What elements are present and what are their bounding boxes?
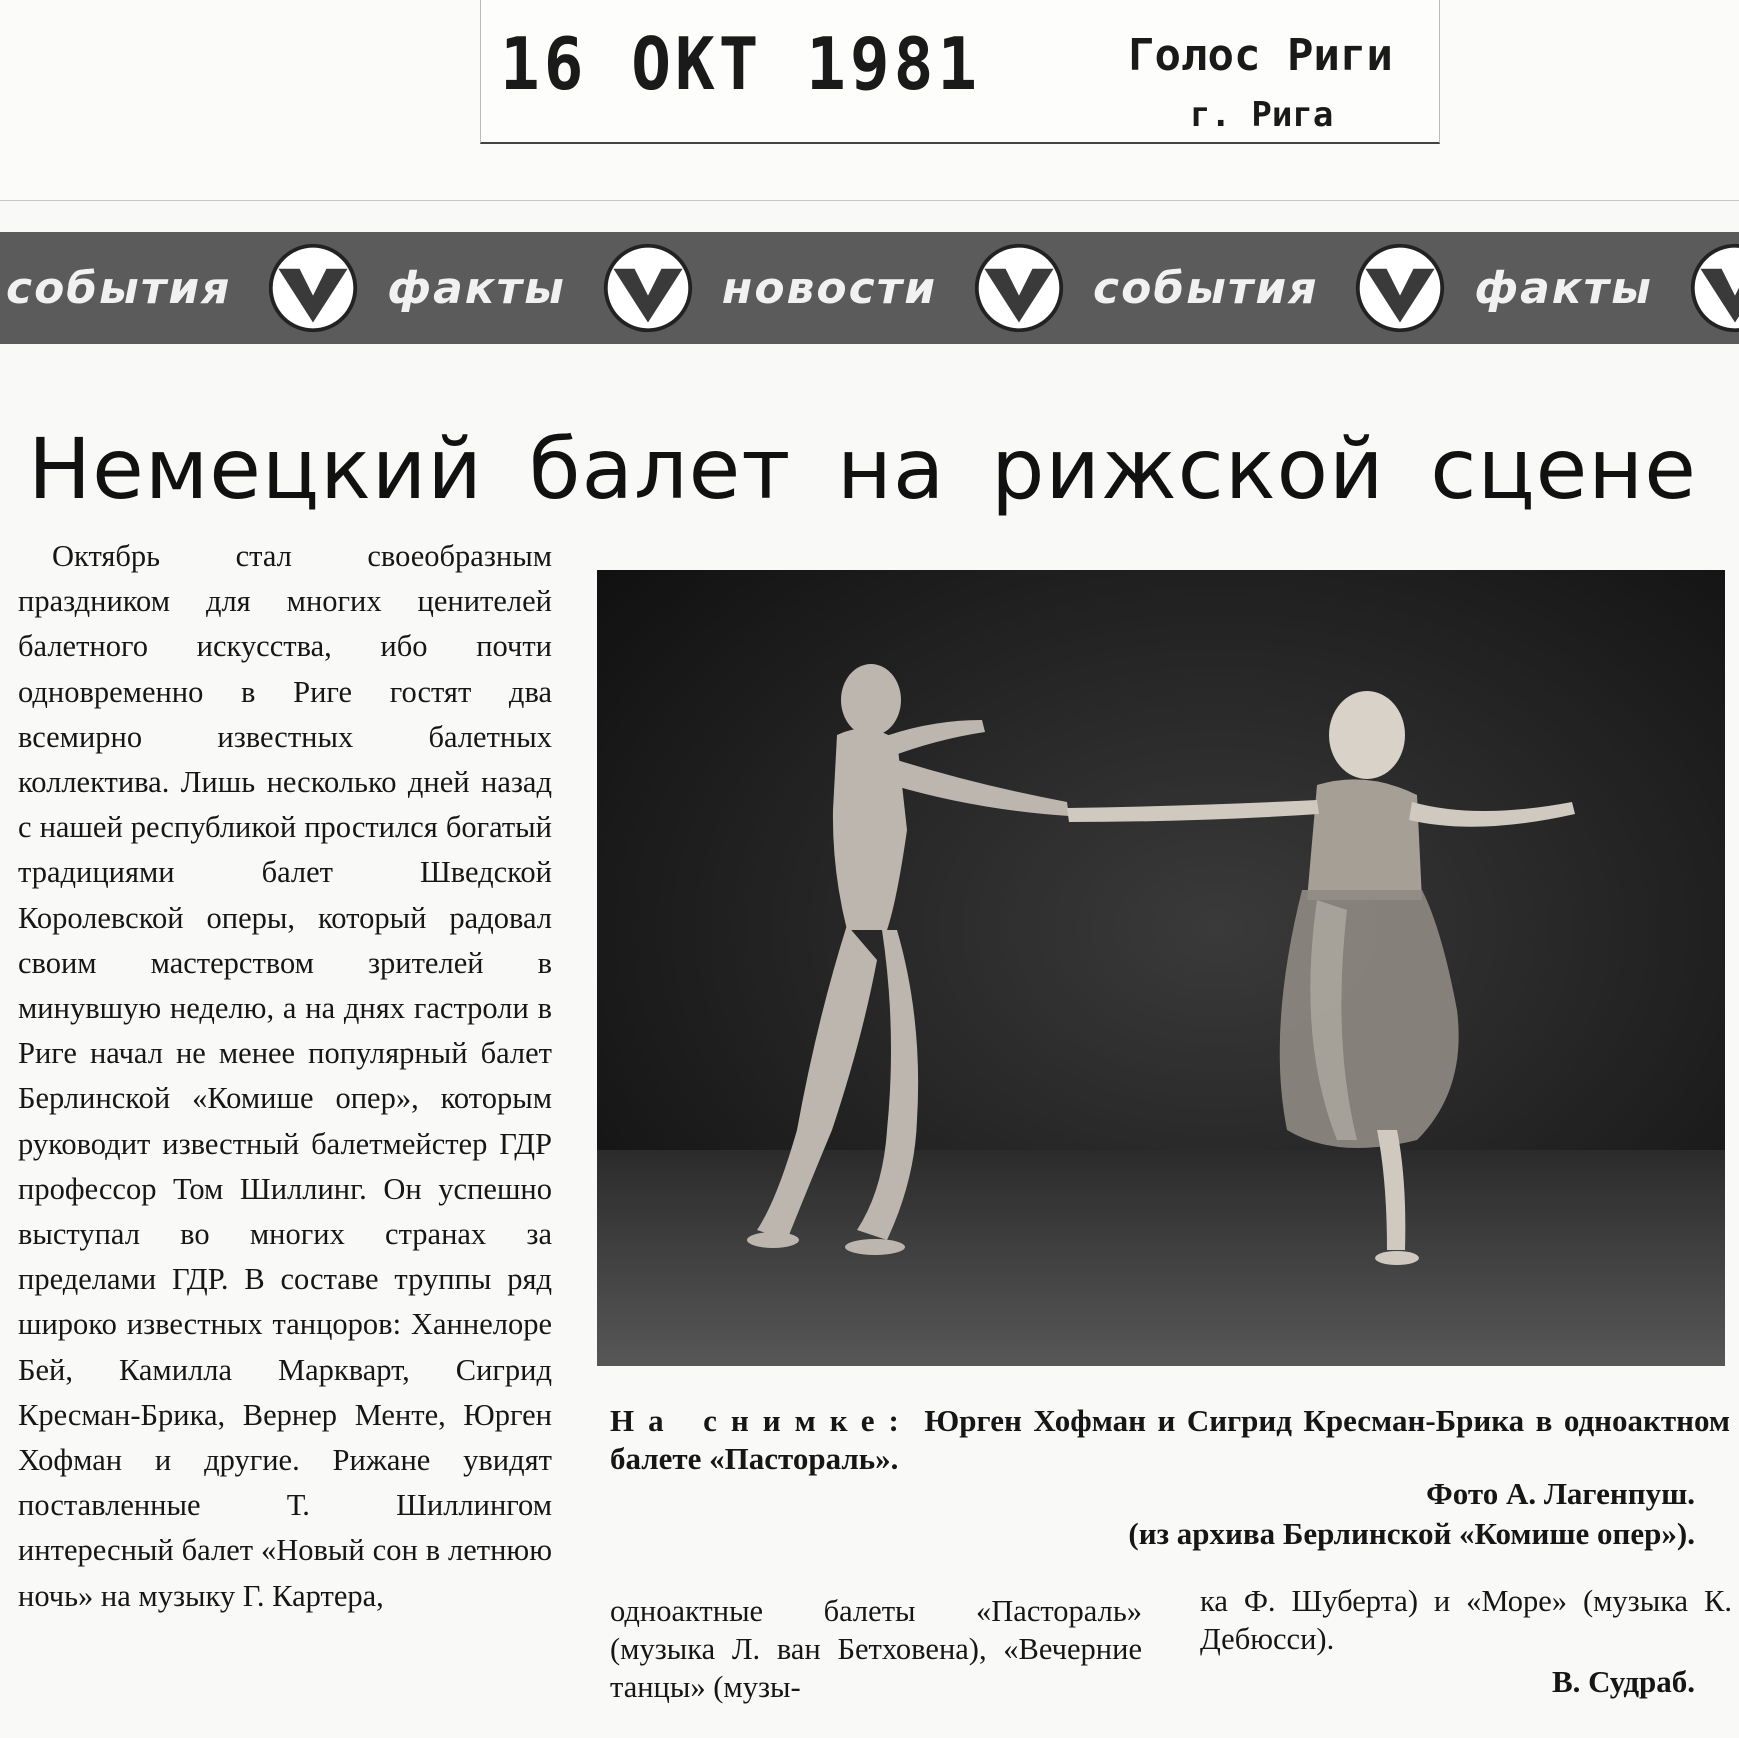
caption-lead: На снимке: [610,1403,913,1438]
v-emblem-icon [1352,240,1448,336]
rubric-word: события [6,262,232,314]
rubric-word: новости [721,262,938,314]
rubric-banner [0,232,1739,344]
photo-caption [610,1402,1730,1478]
rubric-word: события [1093,262,1319,314]
rubric-word: факты [1474,262,1653,314]
article-body-left-column: Октябрь стал своеобразным праздником для многих ценителей балетного искусства, ибо почти одновременно в Риге гостят два всемирно известных балетных коллектива. Лишь несколько дней назад с нашей республикой простился богатый традициями балет Шведской Королевской оперы, который радовал своим мастерством зрителей в минувшую неделю, а на днях гастроли в Риге начал не менее популярный балет Берлинской «Комише опер», которым руководит известный балетмейстер ГДР профессор Том Шиллинг. Он успешно выступал во многих странах за пределами ГДР. В составе труппы ряд широко известных танцоров: Ханнелоре Бей, Камилла Маркварт, Сигрид Кресман-Брика, Вернер Менте, Юрген Хофман и другие. Рижане увидят поставленные Т. Шиллингом интересный балет «Новый сон в летнюю ночь» на музыку Г. Картера, [18,539,552,1613]
ballet-photo [597,570,1725,1366]
article-author: В. Судраб. [1551,1664,1695,1699]
v-emblem-icon [265,240,361,336]
article-headline: Немецкий балет на рижской сцене [28,420,1697,518]
photo-credit-photographer: Фото А. Лагенпуш. [1426,1476,1695,1511]
stamp-city: г. Рига [1190,95,1334,135]
v-emblem-icon [600,240,696,336]
caption-text: Юрген Хофман и Сигрид Кресман-Брика в одноактном балете «Пастораль». [610,1403,1730,1476]
v-emblem-icon [971,240,1067,336]
photo-credit-archive: (из архива Берлинской «Комише опер»). [1128,1516,1695,1551]
stamp-newspaper-name: Голос Риги [1128,30,1393,81]
stamp-date: 16 ОКТ 1981 [500,22,982,107]
rubric-word: факты [387,262,566,314]
article-body-middle-column: одноактные балеты «Пастораль» (музыка Л. ван Бетховена), «Вечерние танцы» (музы- [610,1594,1142,1704]
v-emblem-icon [1687,240,1739,336]
article-body-right-column: ка Ф. Шуберта) и «Море» (музыка К. Дебюсси). [1200,1584,1732,1656]
